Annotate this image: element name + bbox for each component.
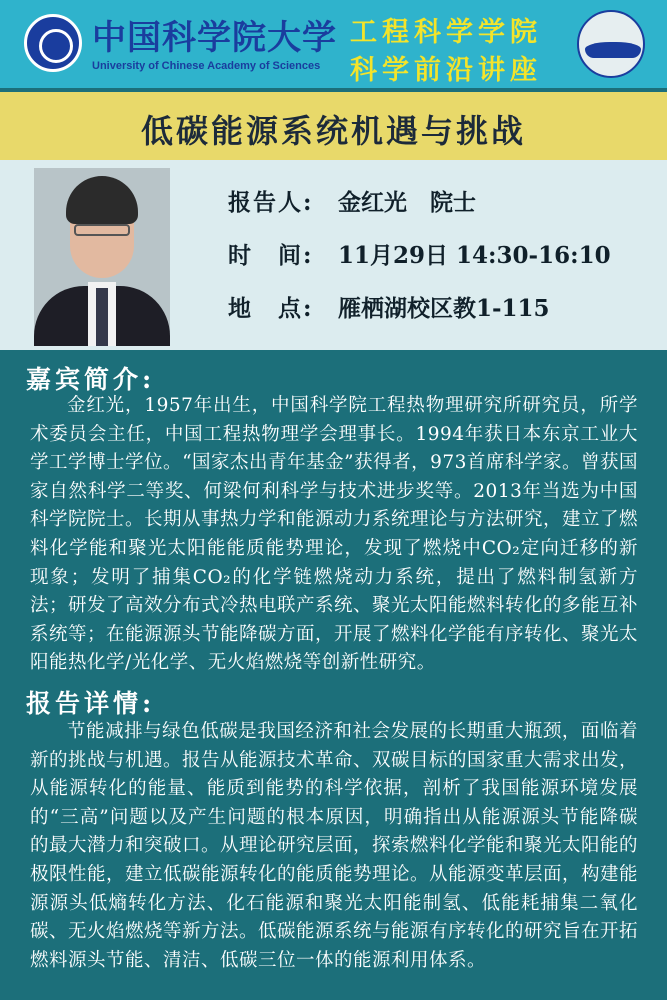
place-row — [228, 290, 550, 323]
university-name-en: University of Chinese Academy of Sciences — [92, 60, 321, 72]
bio-text: 金红光，1957年出生，中国科学院工程热物理研究所研究员，所学术委员会主任，中国工程热物理学会理事长。1994年获日本东京工业大学工学博士学位。“国家杰出青年基金”获得者，973首席科学家。曾获国家自然科学二等奖、何梁何利科学与技术进步奖等。2013年当选为中国科学院院士。长期从事热力学和能源动力系统理论与方法研究，建立了燃料化学能和聚光太阳能能质能势理论，发现了燃烧中CO₂定向迁移的新现象；发明了捕集CO₂的化学链燃烧动力系统，提出了燃料制氢新方法；研发了高效分布式冷热电联产系统、聚光太阳能燃料转化的多能互补系统等；在能源源头节能降碳方面，开展了燃料化学能有序转化、聚光太阳能热化学/光化学、无火焰燃烧等创新性研究。 — [30, 395, 639, 674]
ucas-emblem-icon — [24, 14, 82, 72]
poster-header — [0, 0, 667, 88]
place-label: 地 点: — [228, 295, 314, 322]
speaker-row — [228, 184, 476, 217]
lecture-title: 低碳能源系统机遇与挑战 — [140, 112, 526, 150]
details-heading: 报告详情: — [26, 689, 156, 718]
time-value: 11月29日 14:30-16:10 — [338, 242, 611, 269]
lecture-series: 科学前沿讲座 — [350, 55, 542, 86]
details-text: 节能减排与绿色低碳是我国经济和社会发展的长期重大瓶颈，面临着新的挑战与机遇。报告从能源技术革命、双碳目标的国家重大需求出发，从能源转化的能量、能质到能势的科学依据，剖析了我国能源环境发展的“三高”问题以及产生问题的根本原因，明确指出从能源源头节能降碳的最大潜力和突破口。从理论研究层面，探索燃料化学能和聚光太阳能的极限性能，建立低碳能源转化的能质能势理论。从能源变革层面，构建能源源头低熵转化方法、化石能源和聚光太阳能制氢、低能耗捕集二氧化碳、无火焰燃烧等新方法。低碳能源系统与能源有序转化的研究旨在开拓燃料源头节能、清洁、低碳三位一体的能源利用体系。 — [30, 721, 639, 971]
school-name: 工程科学学院 — [350, 17, 542, 48]
time-row — [228, 237, 611, 270]
title-bar — [0, 92, 667, 160]
time-label: 时 间: — [228, 242, 314, 269]
university-name-cn: 中国科学院大学 — [92, 18, 337, 58]
speaker-name: 金红光 院士 — [338, 189, 476, 216]
bio-heading: 嘉宾简介: — [26, 365, 156, 394]
speaker-photo — [34, 168, 170, 346]
school-emblem-icon — [577, 10, 645, 78]
place-value: 雁栖湖校区教1-115 — [338, 295, 550, 322]
speaker-label: 报告人: — [228, 189, 314, 216]
